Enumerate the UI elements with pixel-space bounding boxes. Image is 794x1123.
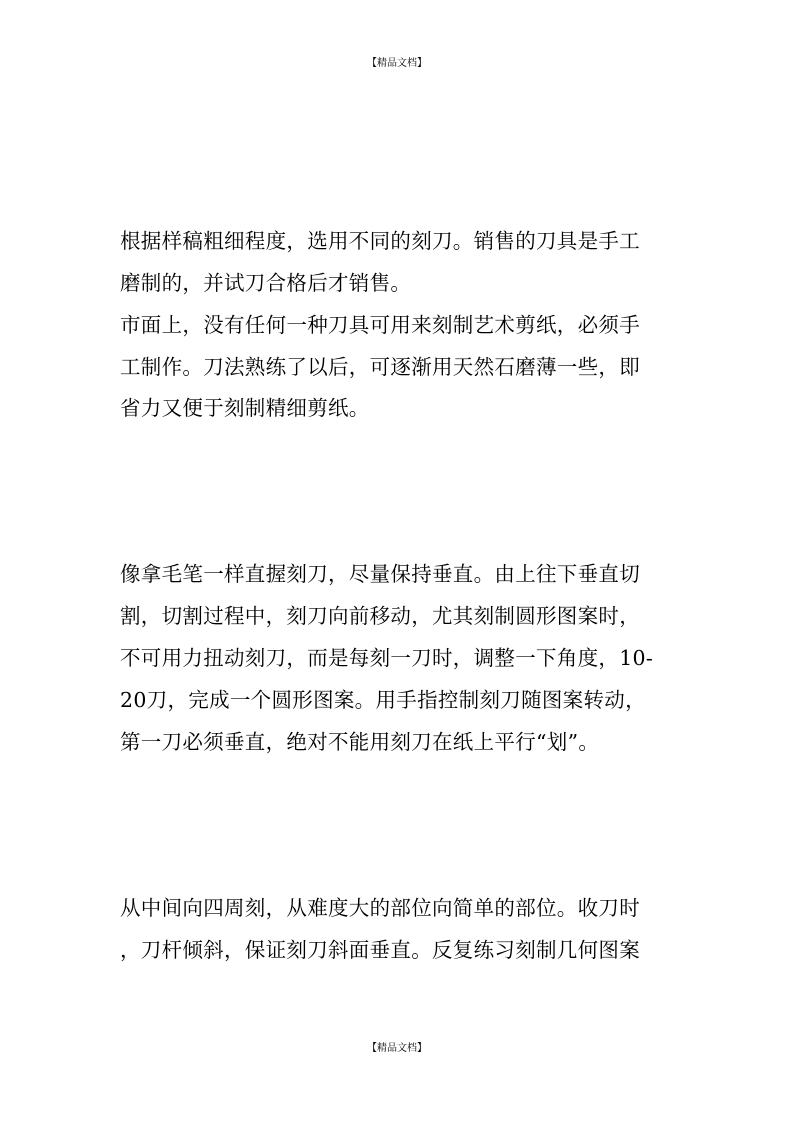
paragraph-line: 20刀，完成一个圆形图案。用手指控制刻刀随图案转动， — [120, 688, 646, 712]
paragraph-line: 割，切割过程中，刻刀向前移动，尤其刻制圆形图案时， — [120, 604, 640, 628]
paragraph-line: 根据样稿粗细程度，选用不同的刻刀。销售的刀具是手工 — [120, 229, 640, 253]
paragraph-line: 市面上，没有任何一种刀具可用来刻制艺术剪纸，必须手 — [120, 313, 640, 337]
paragraph-line: 磨制的，并试刀合格后才销售。 — [120, 271, 412, 295]
page-footer: 【精品文档】 — [367, 1043, 427, 1054]
paragraph-line: 省力又便于刻制精细剪纸。 — [120, 396, 370, 420]
paragraph-line: 像拿毛笔一样直握刻刀，尽量保持垂直。由上往下垂直切 — [120, 562, 640, 586]
paragraph-line: 工制作。刀法熟练了以后，可逐渐用天然石磨薄一些，即 — [120, 355, 640, 379]
paragraph-line: 从中间向四周刻，从难度大的部位向简单的部位。收刀时 — [120, 896, 640, 920]
page-header: 【精品文档】 — [367, 58, 427, 69]
paragraph-line: 不可用力扭动刻刀，而是每刻一刀时，调整一下角度，10- — [120, 646, 654, 670]
paragraph-line: 第一刀必须垂直，绝对不能用刻刀在纸上平行“划”。 — [120, 730, 600, 754]
paragraph-line: ，刀杆倾斜，保证刻刀斜面垂直。反复练习刻制几何图案 — [120, 938, 640, 962]
